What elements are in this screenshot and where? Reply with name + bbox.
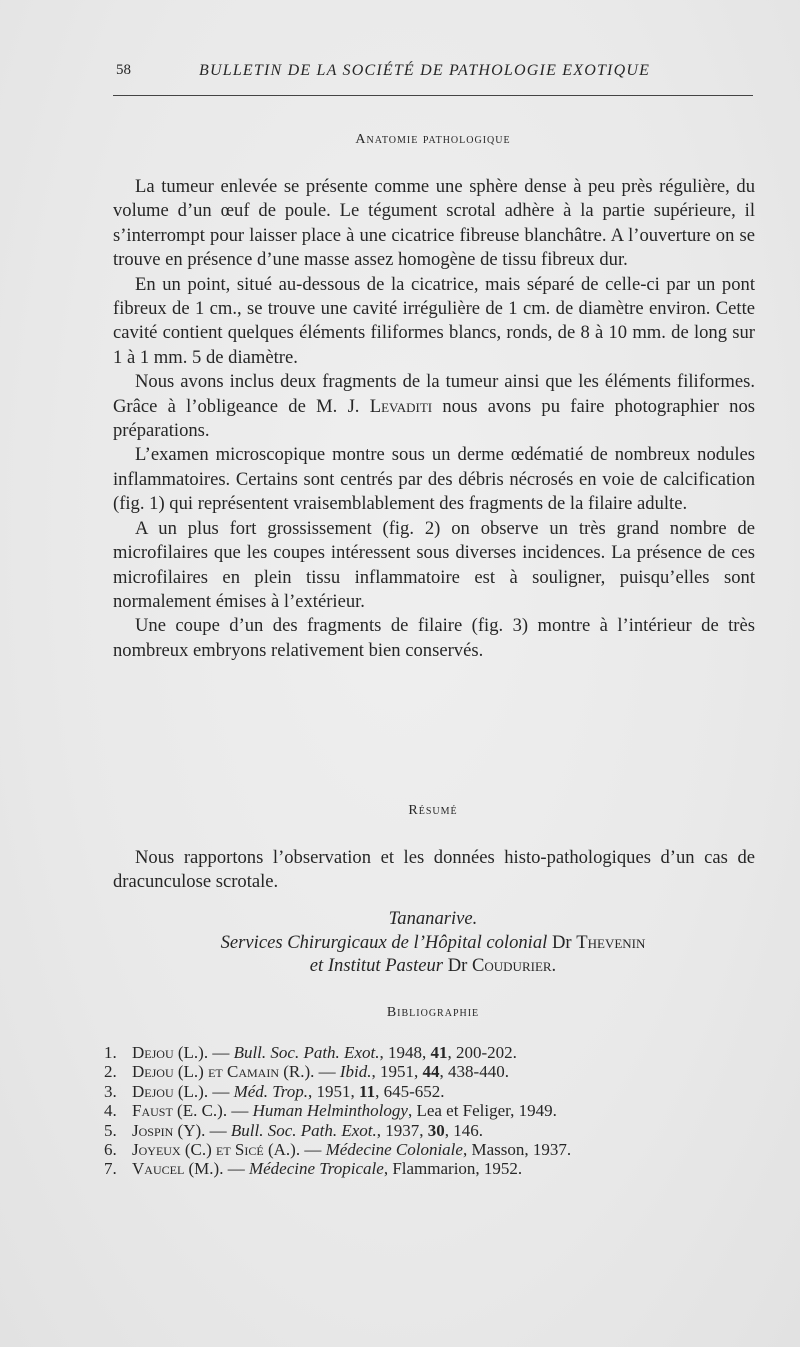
ref-title: Bull. Soc. Path. Exot. [233,1043,380,1062]
institution: Services Chirurgicaux de l’Hôpital colonial [220,931,548,953]
signature-block [113,907,753,978]
ref-title: Human Helminthology [252,1101,408,1121]
ref-title: Médecine Tropicale [248,1159,384,1179]
ref-dash: — [223,1159,249,1179]
paragraph: L’examen microscopique montre sous un derme œdématié de nombreux nodules inflammatoires. Certains sont centrés par des débris nécrosés en voie de calcification (fig. 1) qui représentent vraisemblablement des fragments de la filaire adulte. [113,444,755,515]
ref-author: Dejou (L.). [132,1043,209,1062]
ref-author: Vaucel (M.). [132,1159,224,1179]
anatomy-section [113,175,755,663]
ref-number: 1. [104,1043,117,1062]
ref-title: Ibid. [339,1062,372,1082]
reference-item [104,1082,764,1101]
title-dr: Dr [551,931,572,953]
header-rule [113,95,753,96]
signature-city: Tananarive. [388,908,478,929]
ref-details: , 1948, [379,1043,431,1062]
ref-author: Jospin (Y). [132,1120,206,1140]
ref-volume: 11 [359,1081,376,1101]
ref-author: Dejou (L.) et Camain (R.). [132,1062,315,1082]
ref-number: 3. [104,1081,117,1101]
resume-section [113,846,755,895]
running-head: BULLETIN DE LA SOCIÉTÉ DE PATHOLOGIE EXOTIQUE [199,62,651,79]
ref-dash: — [208,1043,234,1062]
signature-line [113,954,753,978]
paragraph-text: nous avons pu faire photographier nos préparations. [113,395,755,442]
paragraph: En un point, situé au-dessous de la cicatrice, mais séparé de celle-ci par un pont fibreux de 1 cm., se trouve une cavité irrégulière de 1 cm. de diamètre environ. Cette cavité contient quelques éléments filiformes blancs, ronds, de 8 à 10 mm. de long sur 1 à 1 mm. 5 de diamètre. [113,273,755,368]
reference-item [104,1121,764,1140]
ref-title: Médecine Coloniale [325,1140,463,1160]
ref-pages: , 645-652. [375,1081,445,1101]
signature-line [113,931,753,955]
paragraph: La tumeur enlevée se présente comme une sphère dense à peu près régulière, du volume d’un œuf de poule. Le tégument scrotal adhère à la partie supérieure, il s’interrompt pour laisser place à une cicatrice fibreuse blanchâtre. A l’ouverture on se trouve en présence d’une masse assez homogène de tissu fibreux dur. [113,176,755,271]
ref-pages: , 200-202. [447,1043,517,1062]
ref-author: Dejou (L.). [132,1081,209,1101]
ref-details: , Lea et Feliger, 1949. [407,1101,557,1121]
ref-author: Joyeux (C.) et Sicé (A.). [132,1140,301,1160]
ref-title: Bull. Soc. Path. Exot. [230,1120,377,1140]
ref-dash: — [300,1140,326,1160]
ref-dash: — [227,1101,253,1121]
ref-details: , 1937, [376,1120,428,1140]
author-name: Coudurier. [471,955,557,976]
ref-details: , 1951, [371,1062,423,1082]
paragraph-text: Nous avons inclus deux fragments de la tumeur ainsi que les éléments filiformes. Grâce à l’obligeance de M. J. [113,371,755,417]
page-number: 58 [116,62,131,78]
reference-item [104,1062,764,1081]
bibliography-heading: Bibliographie [386,1005,480,1020]
ref-number: 4. [104,1101,117,1121]
ref-details: , Masson, 1937. [462,1140,572,1160]
ref-number: 6. [104,1140,117,1160]
resume-text: Nous rapportons l’observation et les données histo-pathologiques d’un cas de dracunculose scrotale. [113,847,755,893]
ref-details: , Flammarion, 1952. [383,1159,523,1179]
ref-volume: 44 [422,1062,440,1082]
anatomy-heading: Anatomie pathologique [355,132,511,147]
author-name: Thevenin [576,931,646,953]
reference-item [104,1140,764,1159]
ref-number: 2. [104,1062,117,1082]
ref-pages: , 438-440. [439,1062,509,1082]
resume-heading: Résumé [408,803,458,818]
ref-dash: — [208,1081,234,1101]
ref-volume: 30 [427,1120,445,1140]
author-name: Levaditi [369,395,433,417]
ref-dash: — [314,1062,340,1082]
page-header [113,60,753,88]
ref-number: 5. [104,1120,117,1140]
paragraph [113,370,755,443]
ref-dash: — [205,1120,231,1140]
reference-item [104,1043,764,1062]
paragraph: A un plus fort grossissement (fig. 2) on observe un très grand nombre de microfilaires que les coupes intéressent sous diverses incidences. La présence de ces microfilaires en plein tissu inflammatoire est à souligner, puisqu’elles sont normalement émises à l’extérieur. [113,517,755,612]
ref-title: Méd. Trop. [233,1081,309,1101]
ref-details: , 1951, [308,1081,360,1101]
title-dr: Dr [447,955,468,976]
bibliography-list [104,1043,764,1179]
ref-pages: , 146. [444,1120,484,1140]
ref-author: Faust (E. C.). [132,1101,228,1121]
ref-volume: 41 [430,1043,448,1062]
ref-number: 7. [104,1159,117,1179]
institution: et Institut Pasteur [309,955,444,976]
reference-item [104,1159,764,1178]
reference-item [104,1101,764,1120]
paragraph: Une coupe d’un des fragments de filaire (fig. 3) montre à l’intérieur de très nombreux embryons relativement bien conservés. [113,615,755,661]
